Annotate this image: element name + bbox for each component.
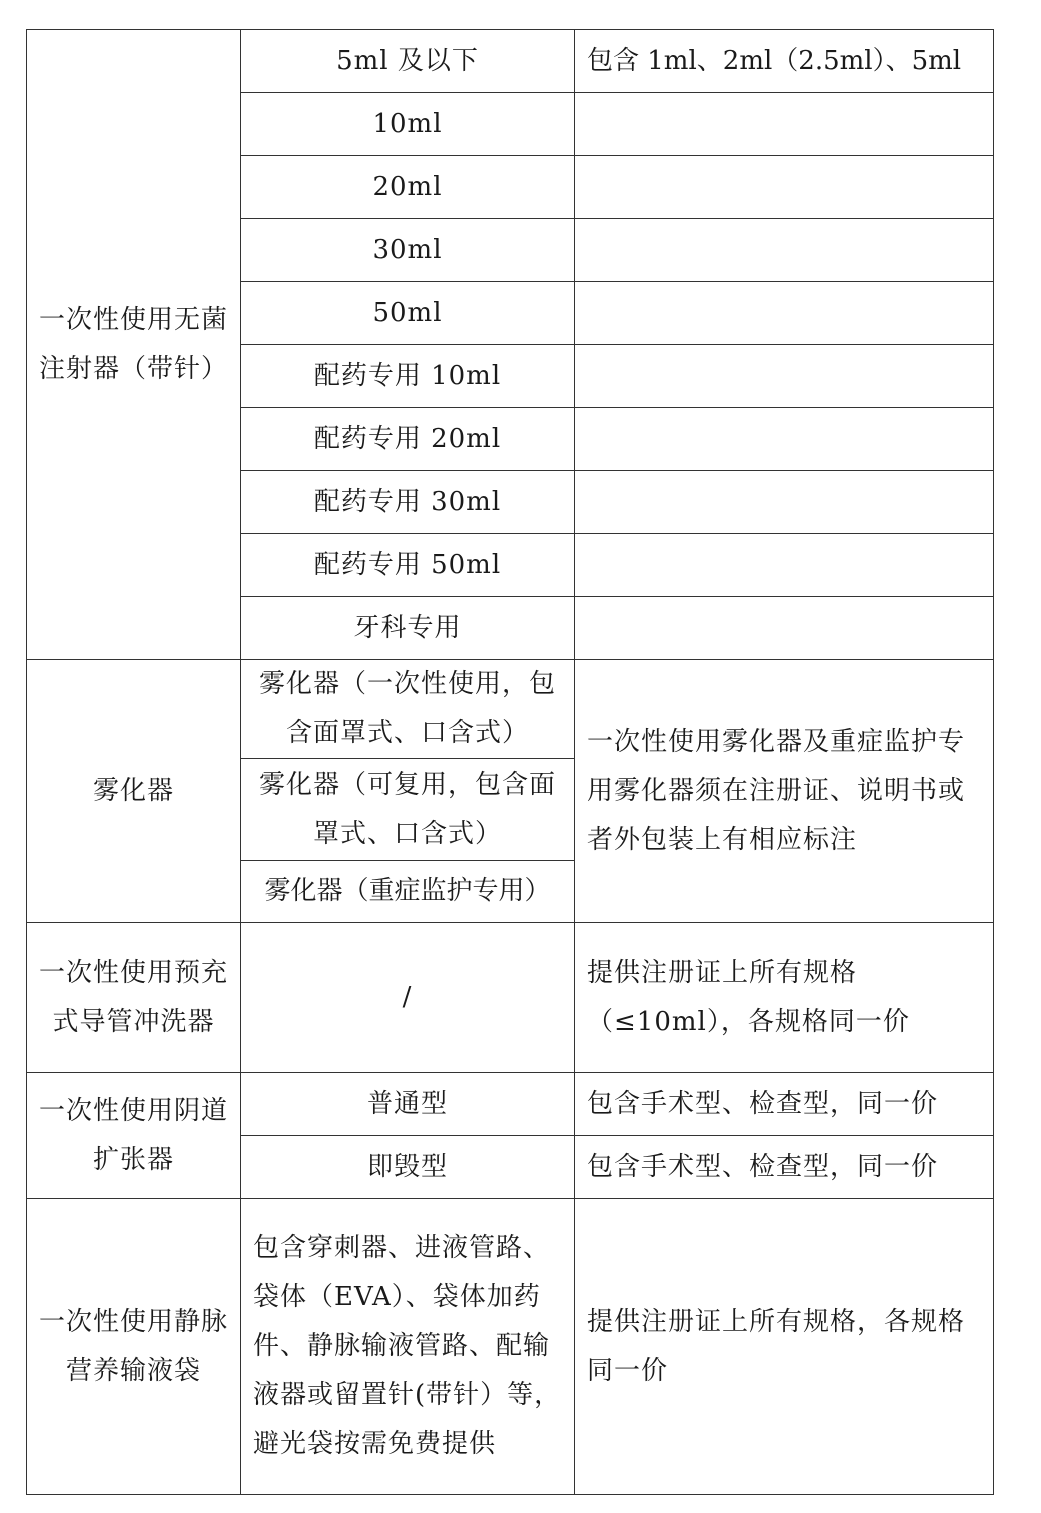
- table-row: [27, 1073, 994, 1136]
- spec-cell: 50ml: [241, 282, 575, 345]
- note-cell: 包含 1ml、2ml（2.5ml）、5ml: [575, 30, 994, 93]
- category-cell: 雾化器: [27, 660, 241, 923]
- note-cell: 包含手术型、检查型，同一价: [575, 1073, 994, 1136]
- note-cell: 一次性使用雾化器及重症监护专用雾化器须在注册证、说明书或者外包装上有相应标注: [575, 660, 994, 923]
- note-cell: [575, 471, 994, 534]
- spec-cell: 即毁型: [241, 1136, 575, 1199]
- spec-cell: 雾化器（一次性使用，包含面罩式、口含式）: [241, 660, 575, 759]
- table-row: [27, 30, 994, 93]
- spec-cell: 雾化器（可复用，包含面罩式、口含式）: [241, 759, 575, 861]
- spec-cell: 30ml: [241, 219, 575, 282]
- spec-cell: 配药专用 30ml: [241, 471, 575, 534]
- note-cell: [575, 597, 994, 660]
- spec-cell: 包含穿刺器、进液管路、袋体（EVA）、袋体加药件、静脉输液管路、配输液器或留置针(带针）等，避光袋按需免费提供: [241, 1199, 575, 1495]
- note-cell: [575, 534, 994, 597]
- note-cell: [575, 345, 994, 408]
- spec-cell: 牙科专用: [241, 597, 575, 660]
- spec-table: [26, 29, 994, 1495]
- spec-cell: 20ml: [241, 156, 575, 219]
- note-cell: [575, 156, 994, 219]
- table-row: [27, 923, 994, 1073]
- spec-cell: 10ml: [241, 93, 575, 156]
- category-cell: 一次性使用静脉营养输液袋: [27, 1199, 241, 1495]
- note-cell: 提供注册证上所有规格，各规格同一价: [575, 1199, 994, 1495]
- spec-cell: 普通型: [241, 1073, 575, 1136]
- category-cell: 一次性使用无菌注射器（带针）: [27, 30, 241, 660]
- category-cell: 一次性使用预充式导管冲洗器: [27, 923, 241, 1073]
- note-cell: [575, 219, 994, 282]
- note-cell: [575, 93, 994, 156]
- table-row: [27, 1199, 994, 1495]
- note-cell: [575, 282, 994, 345]
- spec-cell: 配药专用 20ml: [241, 408, 575, 471]
- note-cell: [575, 408, 994, 471]
- spec-cell: 雾化器（重症监护专用）: [241, 861, 575, 923]
- note-cell: 提供注册证上所有规格（≤10ml），各规格同一价: [575, 923, 994, 1073]
- category-cell: 一次性使用阴道扩张器: [27, 1073, 241, 1199]
- note-cell: 包含手术型、检查型，同一价: [575, 1136, 994, 1199]
- spec-cell: 配药专用 10ml: [241, 345, 575, 408]
- spec-cell: 配药专用 50ml: [241, 534, 575, 597]
- spec-cell: /: [241, 923, 575, 1073]
- spec-cell: 5ml 及以下: [241, 30, 575, 93]
- table-row: [27, 660, 994, 759]
